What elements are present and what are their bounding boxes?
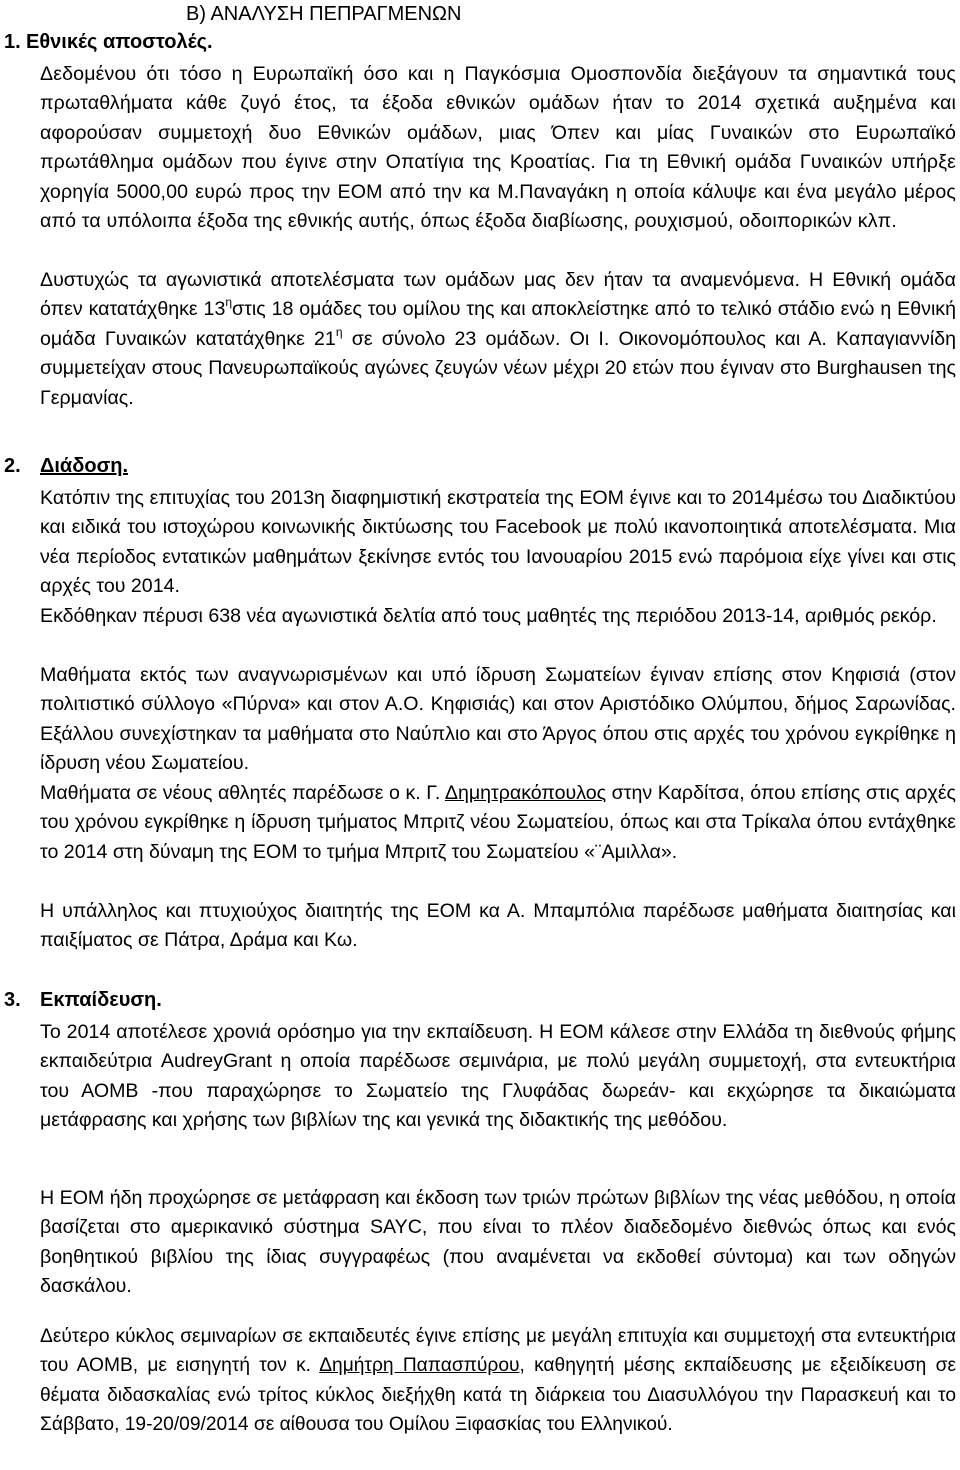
section-2-paragraph-5: Η υπάλληλος και πτυχιούχος διαιτητής της ΕΟΜ κα Α. Μπαμπόλια παρέδωσε μαθήματα διαιτησίας και παιξίματος σε Πάτρα, Δράμα και Κω. (40, 900, 956, 952)
section-1-paragraph-1: Δεδομένου ότι τόσο η Ευρωπαϊκή όσο και η Παγκόσμια Ομοσπονδία διεξάγουν τα σημαντικά τους πρωταθλήματα κάθε ζυγό έτος, τα έξοδα εθνικών ομάδων ήταν το 2014 σχετικά αυξημένα και αφορούσαν συμμετοχή δυο Εθνικών ομάδων, μιας Όπεν και μίας Γυναικών στο Ευρωπαϊκό πρωτάθλημα ομάδων που έγινε στην Οπατίγια της Κροατίας. Για τη Εθνική ομάδα Γυναικών υπήρξε χορηγία 5000,00 ευρώ προς την ΕΟΜ από την κα Μ.Παναγάκη η οποία κάλυψε και ένα μεγάλο μέρος από τα υπόλοιπα έξοδα της εθνικής αυτής, όπως έξοδα διαβίωσης, ρουχισμού, οδοιπορικών κλπ. (40, 63, 956, 233)
section-2-number: 2. (4, 455, 21, 477)
section-2-paragraph-3: Μαθήματα εκτός των αναγνωρισμένων και υπό ίδρυση Σωματείων έγιναν επίσης στον Κηφισιά (στον πολιτιστικό σύλλογο «Πύρνα» και στον Α.Ο. Κηφισιάς) και στον Αριστόδικο Ολύμπου, δήμος Σαρωνίδας. Εξάλλου συνεχίστηκαν τα μαθήματα στο Ναύπλιο και στο Άργος όπου στις αρχές του χρόνου εγκρίθηκε η ίδρυση νέου Σωματείου. (40, 664, 956, 775)
section-1-heading (4, 30, 213, 54)
section-2-title: Διάδοση. (40, 455, 129, 477)
section-3-title: Εκπαίδευση. (40, 989, 162, 1011)
section-3-number: 3. (4, 989, 21, 1011)
section-3-paragraph-1: Το 2014 αποτέλεσε χρονιά ορόσημο για την εκπαίδευση. Η ΕΟΜ κάλεσε στην Ελλάδα τη διεθνούς φήμης εκπαιδεύτρια AudreyGrant η οποία παρέδωσε σεμινάρια, με πολύ μεγάλη συμμετοχή, στα εντευκτήρια του ΑΟΜΒ -που παραχώρησε το Σωματείο της Γλυφάδας δωρεάν- και εκχώρησε τα δικαιώματα μετάφρασης και χρήσης των βιβλίων της και γενικά της διδακτικής της μεθόδου. (40, 1021, 956, 1132)
superscript-ordinal: η (225, 295, 233, 310)
underlined-name: Δημητρακόπουλος (444, 782, 607, 804)
section-2-paragraph-1: Κατόπιν της επιτυχίας του 2013η διαφημιστική εκστρατεία της ΕΟΜ έγινε και το 2014μέσω του Διαδικτύου και ειδικά του ιστοχώρου κοινωνικής δικτύωσης του Facebook με πολύ ικανοποιητικά αποτελέσματα. Μια νέα περίοδος εντατικών μαθημάτων ξεκίνησε εντός του Ιανουαρίου 2015 ενώ παρόμοια είχε γίνει και στις αρχές του 2014. (40, 487, 956, 598)
section-3-paragraph-2: Η ΕΟΜ ήδη προχώρησε σε μετάφραση και έκδοση των τριών πρώτων βιβλίων της νέας μεθόδου, η οποία βασίζεται στο αμερικανικό σύστημα SAYC, που είναι το πλέον διαδεδομένο διεθνώς όπως και ενός βοηθητικού βιβλίου της ίδιας συγγραφέως (που αναμένεται να εκδοθεί σύντομα) και των οδηγών δασκάλου. (40, 1187, 956, 1298)
section-1-title: Εθνικές αποστολές. (26, 31, 213, 53)
underlined-name: Δημήτρη Παπασπύρου (319, 1355, 520, 1377)
section-2-paragraph-2: Εκδόθηκαν πέρυσι 638 νέα αγωνιστικά δελτία από τους μαθητές της περιόδου 2013-14, αριθμός ρεκόρ. (40, 605, 937, 627)
section-2-paragraph-4: Μαθήματα σε νέους αθλητές παρέδωσε ο κ. Γ. Δημητρακόπουλος στην Καρδίτσα, όπου επίσης στις αρχές του χρόνου εγκρίθηκε η ίδρυση τμήματος Μπριτζ νέου Σωματείου, όπως και στα Τρίκαλα όπου εντάχθηκε το 2014 στη δύναμη της ΕΟΜ το τμήμα Μπριτζ του Σωματείου «¨Αμιλλα». (40, 782, 956, 863)
section-3-heading (4, 988, 162, 1012)
section-1-number: 1. (4, 31, 21, 53)
document-heading: Β) ΑΝΑΛΥΣΗ ΠΕΠΡΑΓΜΕΝΩΝ (186, 3, 462, 25)
section-3-paragraph-3: Δεύτερο κύκλος σεμιναρίων σε εκπαιδευτές έγινε επίσης με μεγάλη επιτυχία και συμμετοχή στα εντευκτήρια του ΑΟΜΒ, με εισηγητή τον κ. Δημήτρη Παπασπύρου, καθηγητή μέσης εκπαίδευσης με εξειδίκευση σε θέματα διδασκαλίας ενώ τρίτος κύκλος διεξήχθη κατά τη διάρκεια του Διασυλλόγου την Παρασκευή και το Σάββατο, 19-20/09/2014 σε αίθουσα του Ομίλου Ξιφασκίας του Ελληνικού. (40, 1326, 956, 1436)
superscript-ordinal: η (335, 324, 343, 339)
section-1-paragraph-2: Δυστυχώς τα αγωνιστικά αποτελέσματα των ομάδων μας δεν ήταν τα αναμενόμενα. Η Εθνική ομάδα όπεν κατατάχθηκε $13^\eta\sigma\tau\iota\varsigma$ 18 ομάδες του ομίλου της και αποκλείστηκε από το τελικό στάδιο ενώ η Εθνική ομάδα Γυναικών κατατάχθηκε $21^\eta$ σε σύνολο 23 ομάδων. Οι Ι. Οικονομόπουλος και Α. Καπαγιαννίδη συμμετείχαν στους Πανευρωπαϊκούς αγώνες ζευγών νέων μέχρι 20 ετών που έγιναν στο Burghausen της Γερμανίας. (40, 269, 957, 409)
section-2-heading (4, 454, 128, 478)
